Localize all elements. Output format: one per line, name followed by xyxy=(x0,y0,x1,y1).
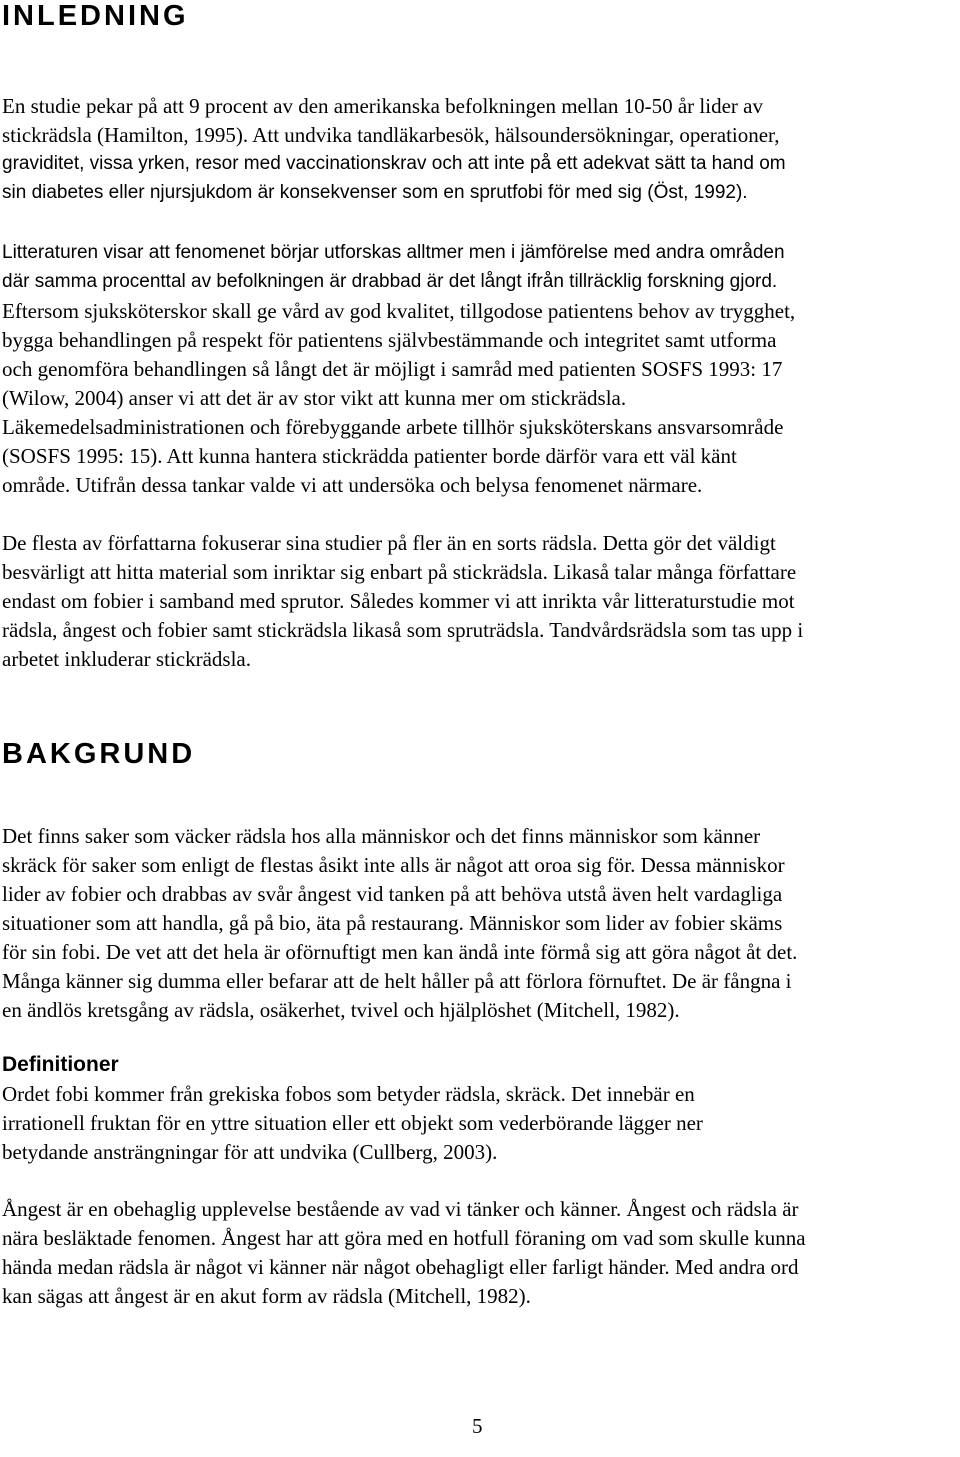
text-line: nära besläktade fenomen. Ångest har att göra med en hotfull föraning om vad som skulle kunna xyxy=(2,1226,806,1250)
text-line: stickrädsla (Hamilton, 1995). Att undvika tandläkarbesök, hälsoundersökningar, operationer, xyxy=(2,123,780,147)
text-line: Många känner sig dumma eller befarar att de helt håller på att förlora förnuftet. De är fångna i xyxy=(2,969,792,993)
text-line: besvärligt att hitta material som inriktar sig enbart på stickrädsla. Likaså talar många författare xyxy=(2,560,797,584)
text-line: (Wilow, 2004) anser vi att det är av stor vikt att kunna mer om stickrädsla. xyxy=(2,386,627,410)
text-line: Ordet fobi kommer från grekiska fobos som betyder rädsla, skräck. Det innebär en xyxy=(2,1082,695,1106)
text-line: för sin fobi. De vet att det hela är oförnuftigt men kan ändå inte förmå sig att göra något åt det. xyxy=(2,940,798,964)
text-line: sin diabetes eller njursjukdom är konsekvenser som en sprutfobi för med sig (Öst, 1992). xyxy=(2,182,748,203)
text-line: skräck för saker som enligt de flestas åsikt inte alls är något att oroa sig för. Dessa människor xyxy=(2,853,785,877)
text-line: rädsla, ångest och fobier samt stickrädsla likaså som spruträdsla. Tandvårdsrädsla som tas upp i xyxy=(2,618,804,642)
text-line: graviditet, vissa yrken, resor med vaccinationskrav och att inte på ett adekvat sätt ta hand om xyxy=(2,153,786,174)
text-line: irrationell fruktan för en yttre situation eller ett objekt som vederbörande lägger ner xyxy=(2,1111,703,1135)
text-line: En studie pekar på att 9 procent av den amerikanska befolkningen mellan 10-50 år lider av xyxy=(2,94,763,118)
text-line: Läkemedelsadministrationen och förebyggande arbete tillhör sjuksköterskans ansvarsområde xyxy=(2,415,784,439)
text-line: bygga behandlingen på respekt för patientens självbestämmande och integritet samt utforma xyxy=(2,328,777,352)
text-line: Eftersom sjuksköterskor skall ge vård av god kvalitet, tillgodose patientens behov av trygghet, xyxy=(2,299,796,323)
section-heading-inledning: INLEDNING xyxy=(2,0,189,32)
section-heading-bakgrund: BAKGRUND xyxy=(2,738,196,770)
text-line: Litteraturen visar att fenomenet börjar utforskas alltmer men i jämförelse med andra områden xyxy=(2,242,785,263)
text-line: där samma procenttal av befolkningen är drabbad är det långt ifrån tillräcklig forskning gjord. xyxy=(2,271,778,292)
page-number: 5 xyxy=(472,1414,483,1438)
text-line: situationer som att handla, gå på bio, äta på restaurang. Människor som lider av fobier skäms xyxy=(2,911,783,935)
text-line: lider av fobier och drabbas av svår ångest vid tanken på att behöva utstå även helt vardagliga xyxy=(2,882,783,906)
text-line: (SOSFS 1995: 15). Att kunna hantera stickrädda patienter borde därför vara ett väl känt xyxy=(2,444,737,468)
subsection-heading-definitioner: Definitioner xyxy=(2,1053,119,1076)
text-line: betydande ansträngningar för att undvika (Cullberg, 2003). xyxy=(2,1140,498,1164)
text-line: arbetet inkluderar stickrädsla. xyxy=(2,647,251,671)
text-line: en ändlös kretsgång av rädsla, osäkerhet, tvivel och hjälplöshet (Mitchell, 1982). xyxy=(2,998,680,1022)
text-line: Ångest är en obehaglig upplevelse bestående av vad vi tänker och känner. Ångest och rädsla är xyxy=(2,1197,799,1221)
text-line: kan sägas att ångest är en akut form av rädsla (Mitchell, 1982). xyxy=(2,1284,531,1308)
text-line: endast om fobier i samband med sprutor. Således kommer vi att inrikta vår litteraturstudie mot xyxy=(2,589,795,613)
text-line: hända medan rädsla är något vi känner när något obehagligt eller farligt händer. Med andra ord xyxy=(2,1255,799,1279)
text-line: Det finns saker som väcker rädsla hos alla människor och det finns människor som känner xyxy=(2,824,761,848)
text-line: och genomföra behandlingen så långt det är möjligt i samråd med patienten SOSFS 1993: 17 xyxy=(2,357,783,381)
text-line: område. Utifrån dessa tankar valde vi att undersöka och belysa fenomenet närmare. xyxy=(2,473,703,497)
text-line: De flesta av författarna fokuserar sina studier på fler än en sorts rädsla. Detta gör det väldigt xyxy=(2,531,776,555)
